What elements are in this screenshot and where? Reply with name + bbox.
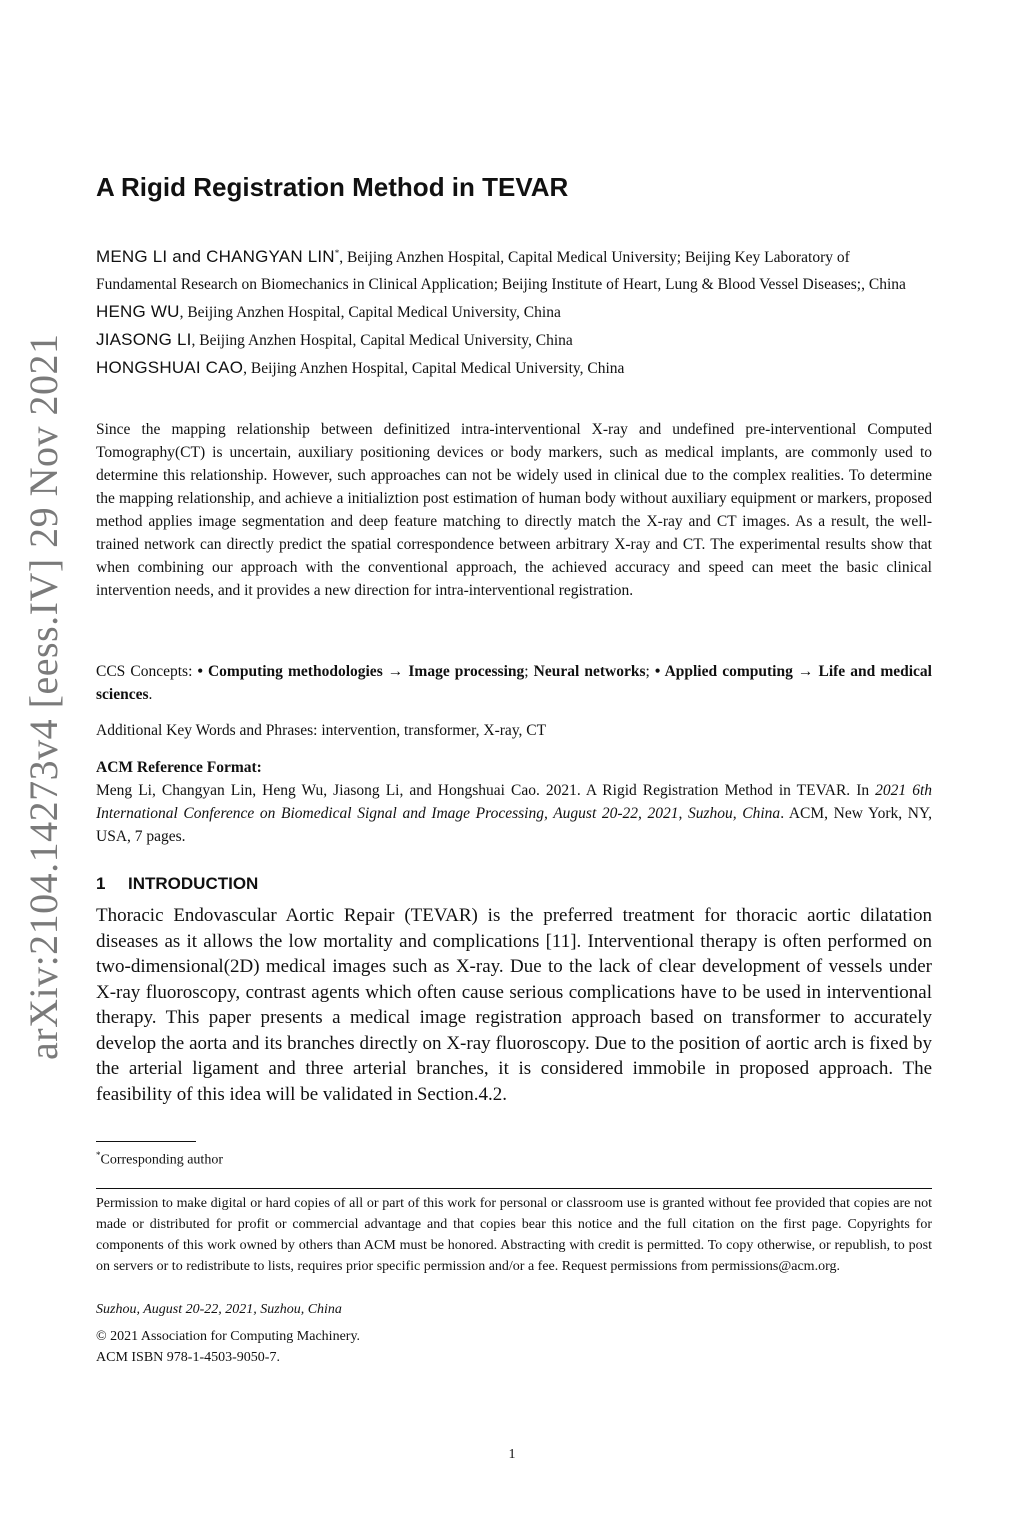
- ccs-concepts: [96, 660, 932, 706]
- acm-reference-format: [96, 756, 932, 848]
- ccs-item: Neural networks: [533, 663, 646, 680]
- paper-title: A Rigid Registration Method in TEVAR: [96, 172, 569, 202]
- introduction-text: Thoracic Endovascular Aortic Repair (TEVAR) is the preferred treatment for thoracic aortic dilatation diseases as it allows the low mortality and complications [11]. Interventional therapy is often performed on two-dimensional(2D) medical images such as X-ray. Due to the lack of clear development of vessels under X-ray fluoroscopy, contrast agents which often cause serious complications have to be used in interventional therapy. This paper presents a medical image registration approach based on transformer to accurately develop the aorta and its branches directly on X-ray fluoroscopy. Due to the position of aortic arch is fixed by the arterial ligament and three arterial branches, it is considered immobile in proposed approach. The feasibility of this idea will be validated in Section.4.2.: [96, 905, 932, 1105]
- footnote: [96, 1150, 223, 1169]
- acm-reference-heading: ACM Reference Format:: [96, 759, 262, 776]
- footnote-text: Corresponding author: [100, 1152, 223, 1168]
- author-name: JIASONG LI: [96, 330, 192, 350]
- author-name: HENG WU: [96, 302, 180, 322]
- permission-notice: Permission to make digital or hard copies of all or part of this work for personal or classroom use is granted without fee provided that copies are not made or distributed for profit or commercial advantage and that copies bear this notice and the full citation on the first page. Copyrights for components of this work owned by others than ACM must be honored. Abstracting with credit is permitted. To copy otherwise, or republish, to post on servers or to redistribute to lists, requires prior specific permission and/or a fee. Request permissions from permissions@acm.org.: [96, 1196, 932, 1274]
- author-entry: [96, 354, 932, 382]
- author-entry: [96, 298, 932, 326]
- footnote-mark: *: [96, 1150, 101, 1160]
- author-entry: [96, 326, 932, 354]
- page-number: 1: [508, 1447, 516, 1462]
- section-heading: [96, 874, 258, 894]
- author-affiliation: , Beijing Anzhen Hospital, Capital Medical University, China: [179, 304, 561, 322]
- author-affiliation: , Beijing Anzhen Hospital, Capital Medical University; Beijing Key Laboratory of Fundamental Research on Biomechanics in Clinical Application; Beijing Institute of Heart, Lung & Blood Vessel Diseases;, China: [96, 249, 906, 294]
- author-entry: [96, 240, 932, 298]
- ccs-label: CCS Concepts:: [96, 663, 198, 680]
- conference-info: Suzhou, August 20-22, 2021, Suzhou, China: [96, 1302, 342, 1317]
- copyright-notice: © 2021 Association for Computing Machinery.: [96, 1329, 361, 1344]
- acm-reference-text: Meng Li, Changyan Lin, Heng Wu, Jiasong Li, and Hongshuai Cao. 2021. A Rigid Registration Method in TEVAR. In: [96, 782, 876, 799]
- copyright-block: [96, 1326, 360, 1368]
- acm-reference-tail: . ACM, New York, NY, USA, 7 pages.: [96, 805, 932, 845]
- section-title: INTRODUCTION: [128, 874, 259, 893]
- keywords: Additional Key Words and Phrases: intervention, transformer, X-ray, CT: [96, 722, 547, 739]
- section-number: 1: [96, 874, 106, 893]
- footnote-divider: [96, 1141, 196, 1142]
- isbn: ACM ISBN 978-1-4503-9050-7.: [96, 1350, 280, 1365]
- ccs-end: .: [148, 686, 153, 703]
- author-affiliation: , Beijing Anzhen Hospital, Capital Medical University, China: [191, 332, 573, 350]
- ccs-item: Applied computing → Life and medical sciences: [96, 663, 932, 703]
- permission-divider: [96, 1188, 932, 1189]
- ccs-bullet: •: [197, 663, 208, 680]
- author-affiliation: , Beijing Anzhen Hospital, Capital Medical University, China: [243, 360, 625, 378]
- author-name: HONGSHUAI CAO: [96, 358, 244, 378]
- ccs-separator: ;: [645, 663, 655, 680]
- author-block: [96, 240, 932, 382]
- abstract: Since the mapping relationship between definitized intra-interventional X-ray and undefined pre-interventional Computed Tomography(CT) is uncertain, auxiliary positioning devices or body markers, such as medical implants, are commonly used to determine this relationship. However, such approaches can not be widely used in clinical due to the complex realities. To determine the mapping relationship, and achieve a initializtion post estimation of human body without auxiliary equipment or markers, proposed method applies image segmentation and deep feature matching to directly match the X-ray and CT images. As a result, the well-trained network can directly predict the spatial correspondence between arbitrary X-ray and CT. The experimental results show that when combining our approach with the conventional approach, the achieved accuracy and speed can meet the basic clinical intervention needs, and it provides a new direction for intra-interventional registration.: [96, 421, 932, 599]
- ccs-bullet: •: [654, 663, 665, 680]
- corresponding-mark: *: [334, 248, 340, 258]
- author-name: MENG LI and CHANGYAN LIN: [96, 247, 335, 267]
- acm-reference-venue: 2021 6th International Conference on Biomedical Signal and Image Processing, August 20-22, 2021, Suzhou, China: [96, 782, 932, 822]
- ccs-separator: ;: [524, 663, 534, 680]
- arxiv-identifier: arXiv:2104.14273v4 [eess.IV] 29 Nov 2021: [21, 333, 66, 1060]
- ccs-item: Computing methodologies → Image processing: [207, 663, 525, 680]
